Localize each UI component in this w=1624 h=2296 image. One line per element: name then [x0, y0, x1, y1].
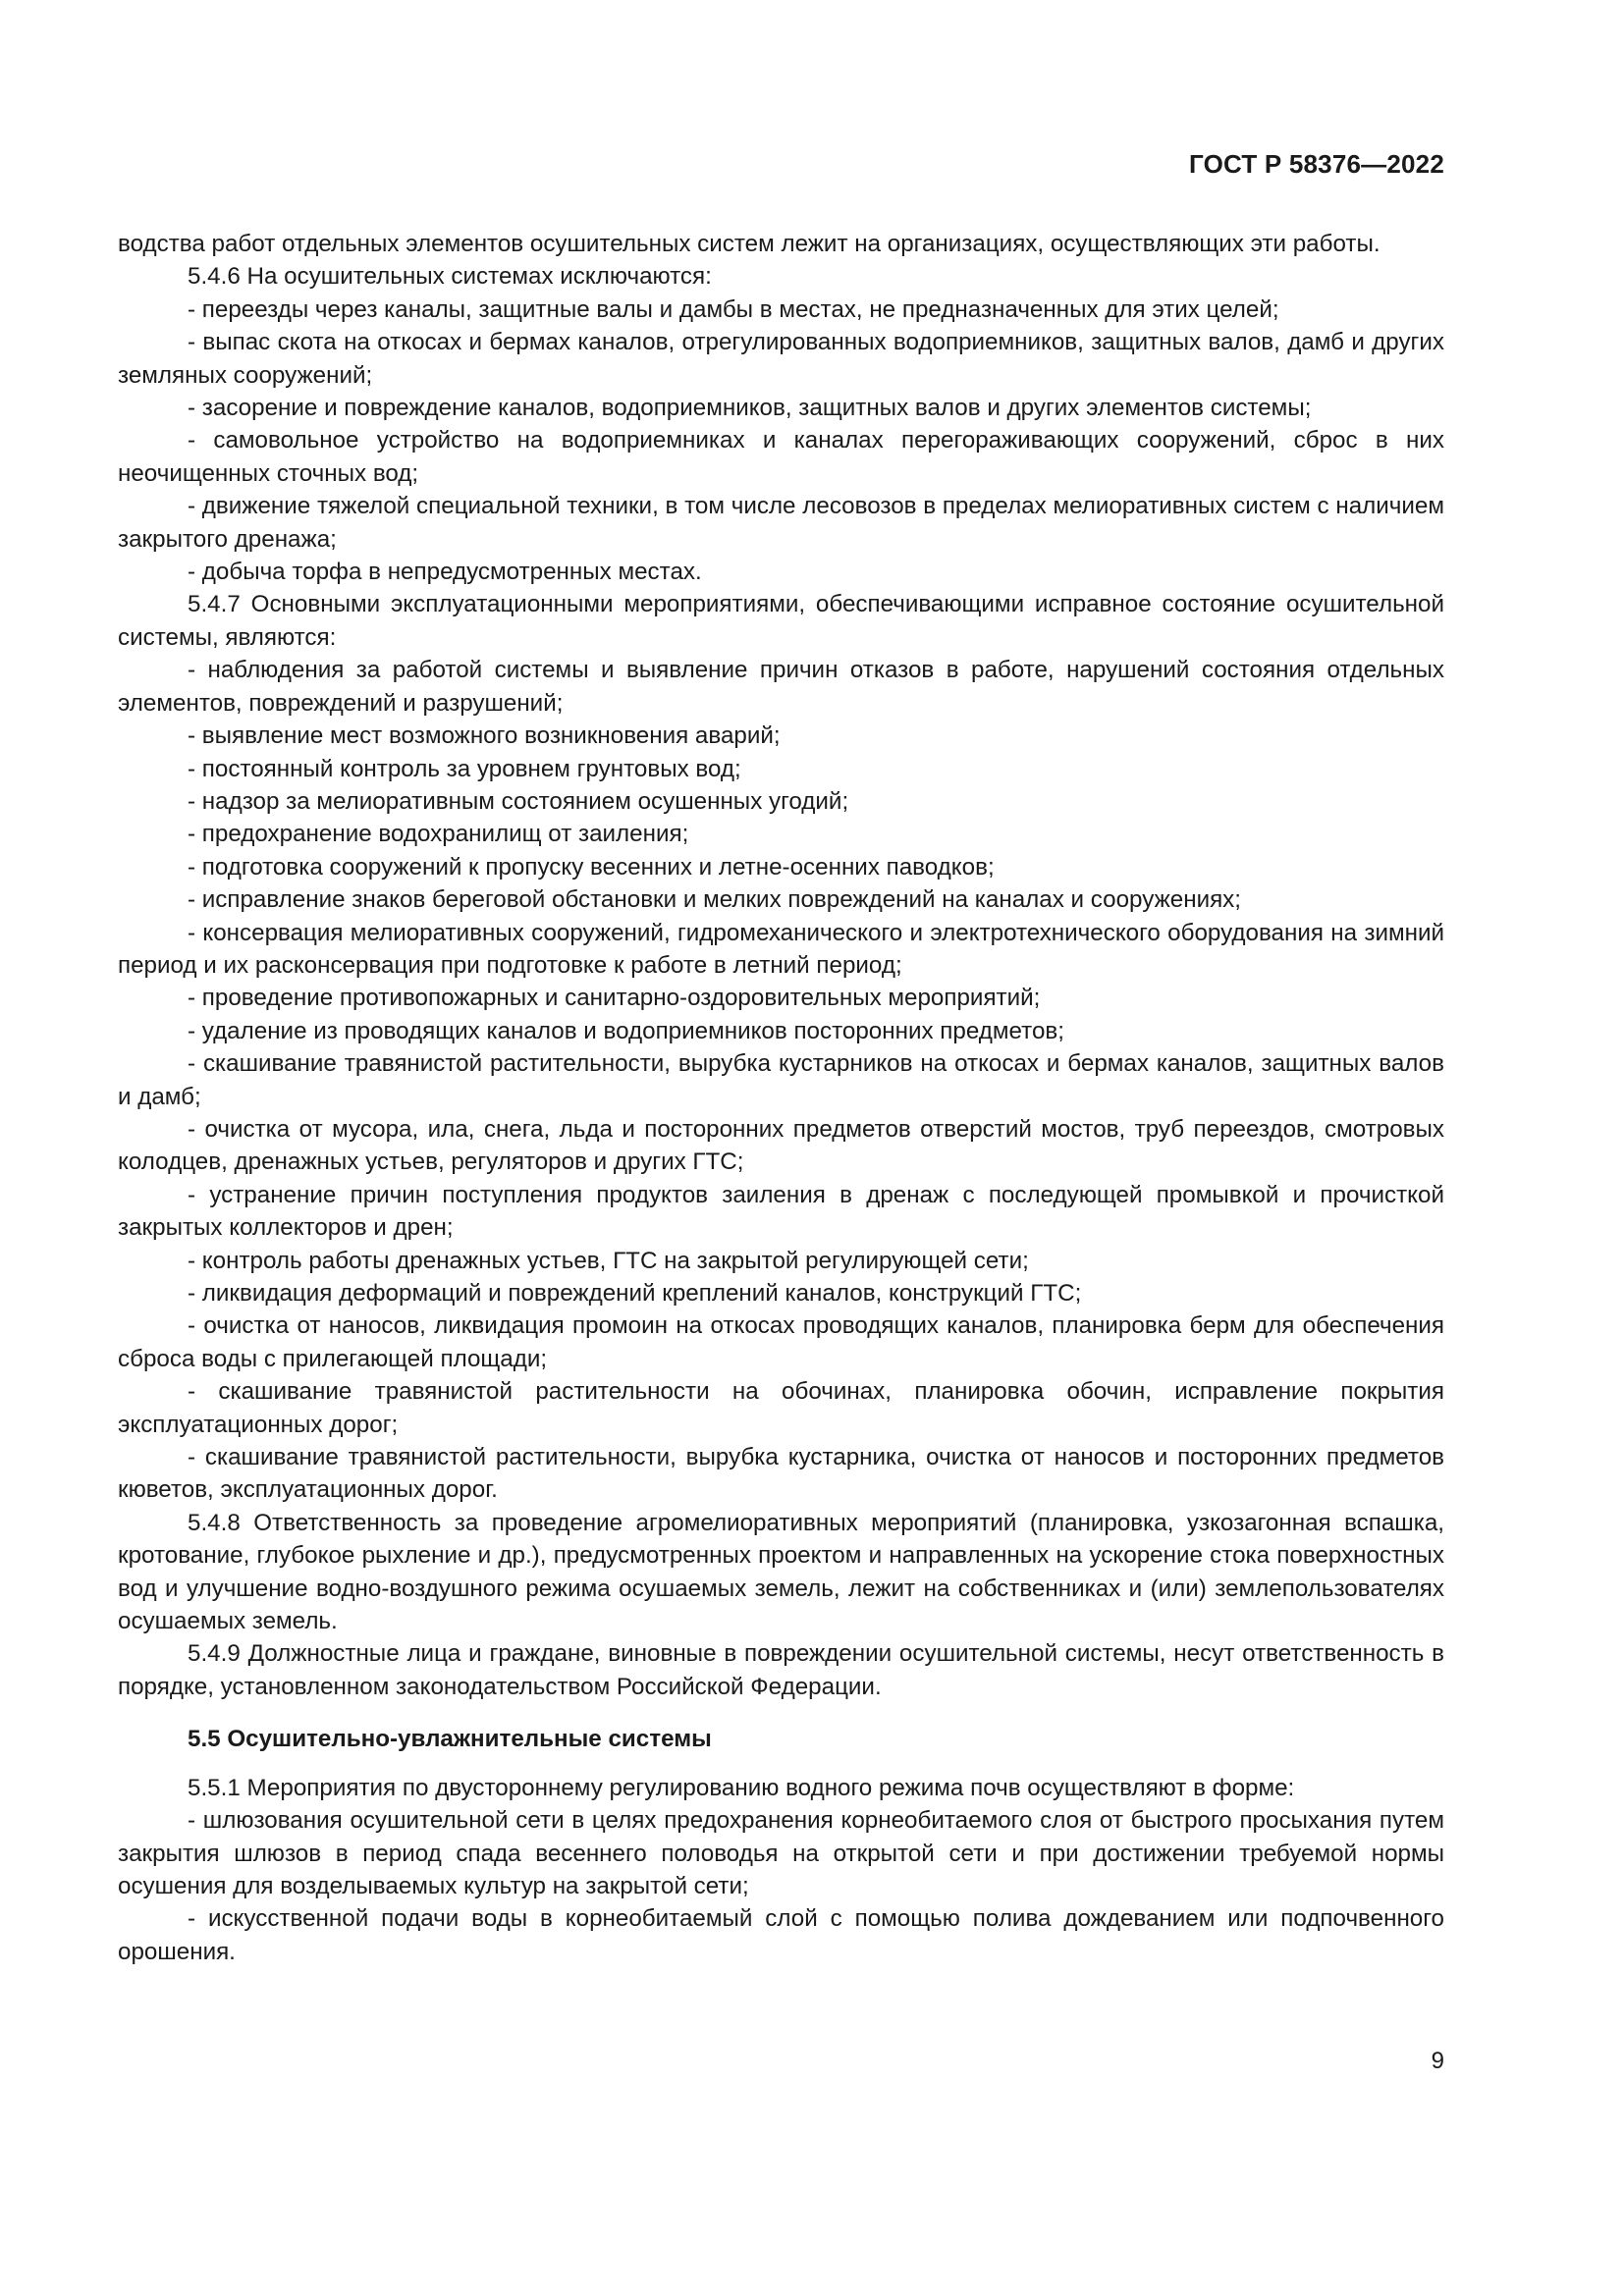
- list-item: - постоянный контроль за уровнем грунтовых вод;: [188, 755, 741, 782]
- paragraph: 5.4.9 Должностные лица и граждане, виновные в повреждении осушительной системы, несут ответственность в порядке, установленном законодательством Российской Федерации.: [118, 1640, 1444, 1700]
- list-item: - скашивание травянистой растительности на обочинах, планировка обочин, исправление покрытия эксплуатационных дорог;: [118, 1378, 1444, 1438]
- list-item: - исправление знаков береговой обстановки и мелких повреждений на каналах и сооружениях;: [188, 886, 1242, 914]
- list-item: - устранение причин поступления продуктов заиления в дренаж с последующей промывкой и прочисткой закрытых коллекторов и дрен;: [118, 1181, 1444, 1242]
- list-item: - добыча торфа в непредусмотренных местах.: [188, 559, 702, 586]
- document-body: [118, 228, 1444, 1968]
- document-header: ГОСТ Р 58376—2022: [1189, 149, 1444, 179]
- list-item: - шлюзования осушительной сети в целях предохранения корнеобитаемого слоя от быстрого просыхания путем закрытия шлюзов в период спада весеннего половодья на открытой сети и при достижении требуемой нормы осушения для возделываемых культур на закрытой сети;: [118, 1807, 1444, 1899]
- list-item: - переезды через каналы, защитные валы и дамбы в местах, не предназначенных для этих целей;: [188, 295, 1279, 323]
- list-item: - выпас скота на откосах и бермах каналов, отрегулированных водоприемников, защитных валов, дамб и других земляных сооружений;: [118, 329, 1444, 389]
- list-item: - консервация мелиоративных сооружений, гидромеханического и электротехнического оборудования на зимний период и их расконсервация при подготовке к работе в летний период;: [118, 919, 1444, 979]
- list-item: - искусственной подачи воды в корнеобитаемый слой с помощью полива дождеванием или подпочвенного орошения.: [118, 1905, 1444, 1965]
- list-item: - засорение и повреждение каналов, водоприемников, защитных валов и других элементов системы;: [188, 395, 1312, 422]
- list-item: - подготовка сооружений к пропуску весенних и летне-осенних паводков;: [188, 853, 995, 881]
- list-item: - предохранение водохранилищ от заиления;: [188, 821, 689, 848]
- list-item: - скашивание травянистой растительности, вырубка кустарников на откосах и бермах каналов, защитных валов и дамб;: [118, 1050, 1444, 1110]
- paragraph: водства работ отдельных элементов осушительных систем лежит на организациях, осуществляющих эти работы.: [118, 231, 1380, 257]
- list-item: - движение тяжелой специальной техники, в том числе лесовозов в пределах мелиоративных систем с наличием закрытого дренажа;: [118, 493, 1444, 553]
- paragraph: 5.4.7 Основными эксплуатационными мероприятиями, обеспечивающими исправное состояние осушительной системы, являются:: [118, 591, 1444, 651]
- list-item: - скашивание травянистой растительности, вырубка кустарника, очистка от наносов и посторонних предметов кюветов, эксплуатационных дорог.: [118, 1444, 1444, 1504]
- list-item: - самовольное устройство на водоприемниках и каналах перегораживающих сооружений, сброс в них неочищенных сточных вод;: [118, 427, 1444, 487]
- list-item: - наблюдения за работой системы и выявление причин отказов в работе, нарушений состояния отдельных элементов, повреждений и разрушений;: [118, 657, 1444, 717]
- list-item: - контроль работы дренажных устьев, ГТС на закрытой регулирующей сети;: [188, 1247, 1029, 1274]
- list-item: - очистка от наносов, ликвидация промоин на откосах проводящих каналов, планировка берм для обеспечения сброса воды с прилегающей площади;: [118, 1312, 1444, 1372]
- list-item: - ликвидация деформаций и повреждений креплений каналов, конструкций ГТС;: [188, 1280, 1082, 1307]
- paragraph: 5.4.6 На осушительных системах исключаются:: [188, 263, 712, 291]
- list-item: - выявление мест возможного возникновения аварий;: [188, 722, 781, 750]
- paragraph: 5.4.8 Ответственность за проведение агромелиоративных мероприятий (планировка, узкозагонная вспашка, кротование, глубокое рыхление и др.), предусмотренных проектом и направленных на ускорение стока поверхностных вод и улучшение водно-воздушного режима осушаемых земель, лежит на собственниках и (или) землепользователях осушаемых земель.: [118, 1509, 1444, 1635]
- list-item: - удаление из проводящих каналов и водоприемников посторонних предметов;: [188, 1017, 1064, 1044]
- section-heading: 5.5 Осушительно-увлажнительные системы: [188, 1726, 712, 1753]
- page-number: 9: [1431, 2048, 1444, 2074]
- paragraph: 5.5.1 Мероприятия по двустороннему регулированию водного режима почв осуществляют в форме:: [188, 1774, 1295, 1801]
- list-item: - проведение противопожарных и санитарно-оздоровительных мероприятий;: [188, 985, 1041, 1012]
- list-item: - надзор за мелиоративным состоянием осушенных угодий;: [188, 787, 849, 815]
- list-item: - очистка от мусора, ила, снега, льда и посторонних предметов отверстий мостов, труб переездов, смотровых колодцев, дренажных устьев, регуляторов и других ГТС;: [118, 1115, 1444, 1176]
